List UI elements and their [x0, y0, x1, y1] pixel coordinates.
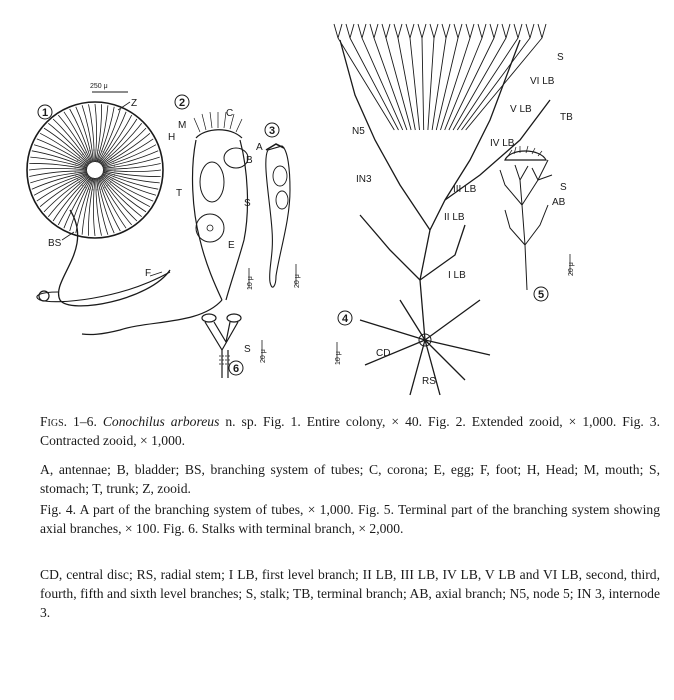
caption-legend-figs-1-3: A, antennae; B, bladder; BS, branching system of tubes; C, corona; E, egg; F, foot; H, Head; M, mouth; S, stomach; T, trunk; Z, zooid.	[40, 462, 660, 496]
fig4-label-in3: IN3	[356, 174, 372, 185]
fig4-label-vi-lb: VI LB	[530, 76, 555, 87]
fig2-label-e: E	[228, 240, 235, 251]
caption-figs-4-6: Fig. 4. A part of the branching system of tubes, × 1,000. Fig. 5. Terminal part of the branching system showing axial branches, × 100. Fig. 6. Stalks with terminal branch, × 2,000.	[40, 502, 660, 536]
fig2-label-t: T	[176, 188, 183, 199]
fig2-label-b: B	[246, 155, 253, 166]
fig1-number: 1	[41, 107, 49, 119]
caption-legend-figs-4-6: CD, central disc; RS, radial stem; I LB, first level branch; II LB, III LB, IV LB, V LB and VI LB, second, third, fourth, fifth and sixth level branches; S, stalk; TB, terminal branch; AB, axial branch; N5, node 5; IN 3, internode 3.	[40, 567, 660, 620]
caption-species-name: Conochilus arboreus	[102, 414, 220, 429]
fig5-label-ab: AB	[552, 197, 566, 208]
fig4-label-rs: RS	[422, 376, 436, 387]
fig5-scale-label: 20 μ	[568, 262, 575, 276]
fig1-label-f: F	[145, 268, 152, 279]
fig2-label-a: A	[256, 142, 263, 153]
fig6-label-s: S	[244, 344, 251, 355]
fig6-scale-label: 20 μ	[260, 349, 267, 363]
fig4-label-n5: N5	[352, 126, 365, 137]
fig1-label-z: Z	[131, 98, 138, 109]
fig6-number: 6	[232, 363, 240, 375]
fig2-label-h: H	[168, 132, 176, 143]
fig1-label-bs: BS	[48, 238, 62, 249]
caption-figs-1-3-text: n. sp. Fig. 1. Entire colony, × 40. Fig. 2. Extended zooid, × 1,000. Fig. 3. Contracted zooid, × 1,000.	[40, 414, 661, 448]
fig4-scale-label: 10 μ	[335, 351, 342, 365]
fig2-label-s: S	[244, 198, 251, 209]
fig4-label-s: S	[557, 52, 564, 63]
fig4-label-ii-lb: II LB	[444, 212, 465, 223]
fig4-number: 4	[341, 313, 349, 325]
fig2-scale-label: 10 μ	[247, 276, 254, 290]
fig4-label-i-lb: I LB	[448, 270, 466, 281]
fig1-scale-label: 250 μ	[90, 83, 108, 90]
caption-figs-label: Figs. 1–6.	[40, 414, 97, 429]
fig3-number: 3	[268, 125, 276, 137]
caption-figs-1-3	[40, 412, 660, 450]
fig2-label-c: C	[226, 108, 234, 119]
fig5-number: 5	[537, 289, 545, 301]
fig4-label-v-lb: V LB	[510, 104, 532, 115]
fig4-label-iv-lb: IV LB	[490, 138, 515, 149]
fig4-label-tb: TB	[560, 112, 573, 123]
fig3-contracted-zooid	[266, 144, 290, 287]
fig5-label-s: S	[560, 182, 567, 193]
fig3-scale-label: 20 μ	[294, 274, 301, 288]
fig5-terminal-part	[500, 146, 552, 290]
fig2-label-m: M	[178, 120, 187, 131]
fig4-label-cd: CD	[376, 348, 391, 359]
fig4-label-iii-lb: III LB	[453, 184, 477, 195]
fig2-number: 2	[178, 97, 186, 109]
fig4-branching-system	[334, 24, 550, 395]
